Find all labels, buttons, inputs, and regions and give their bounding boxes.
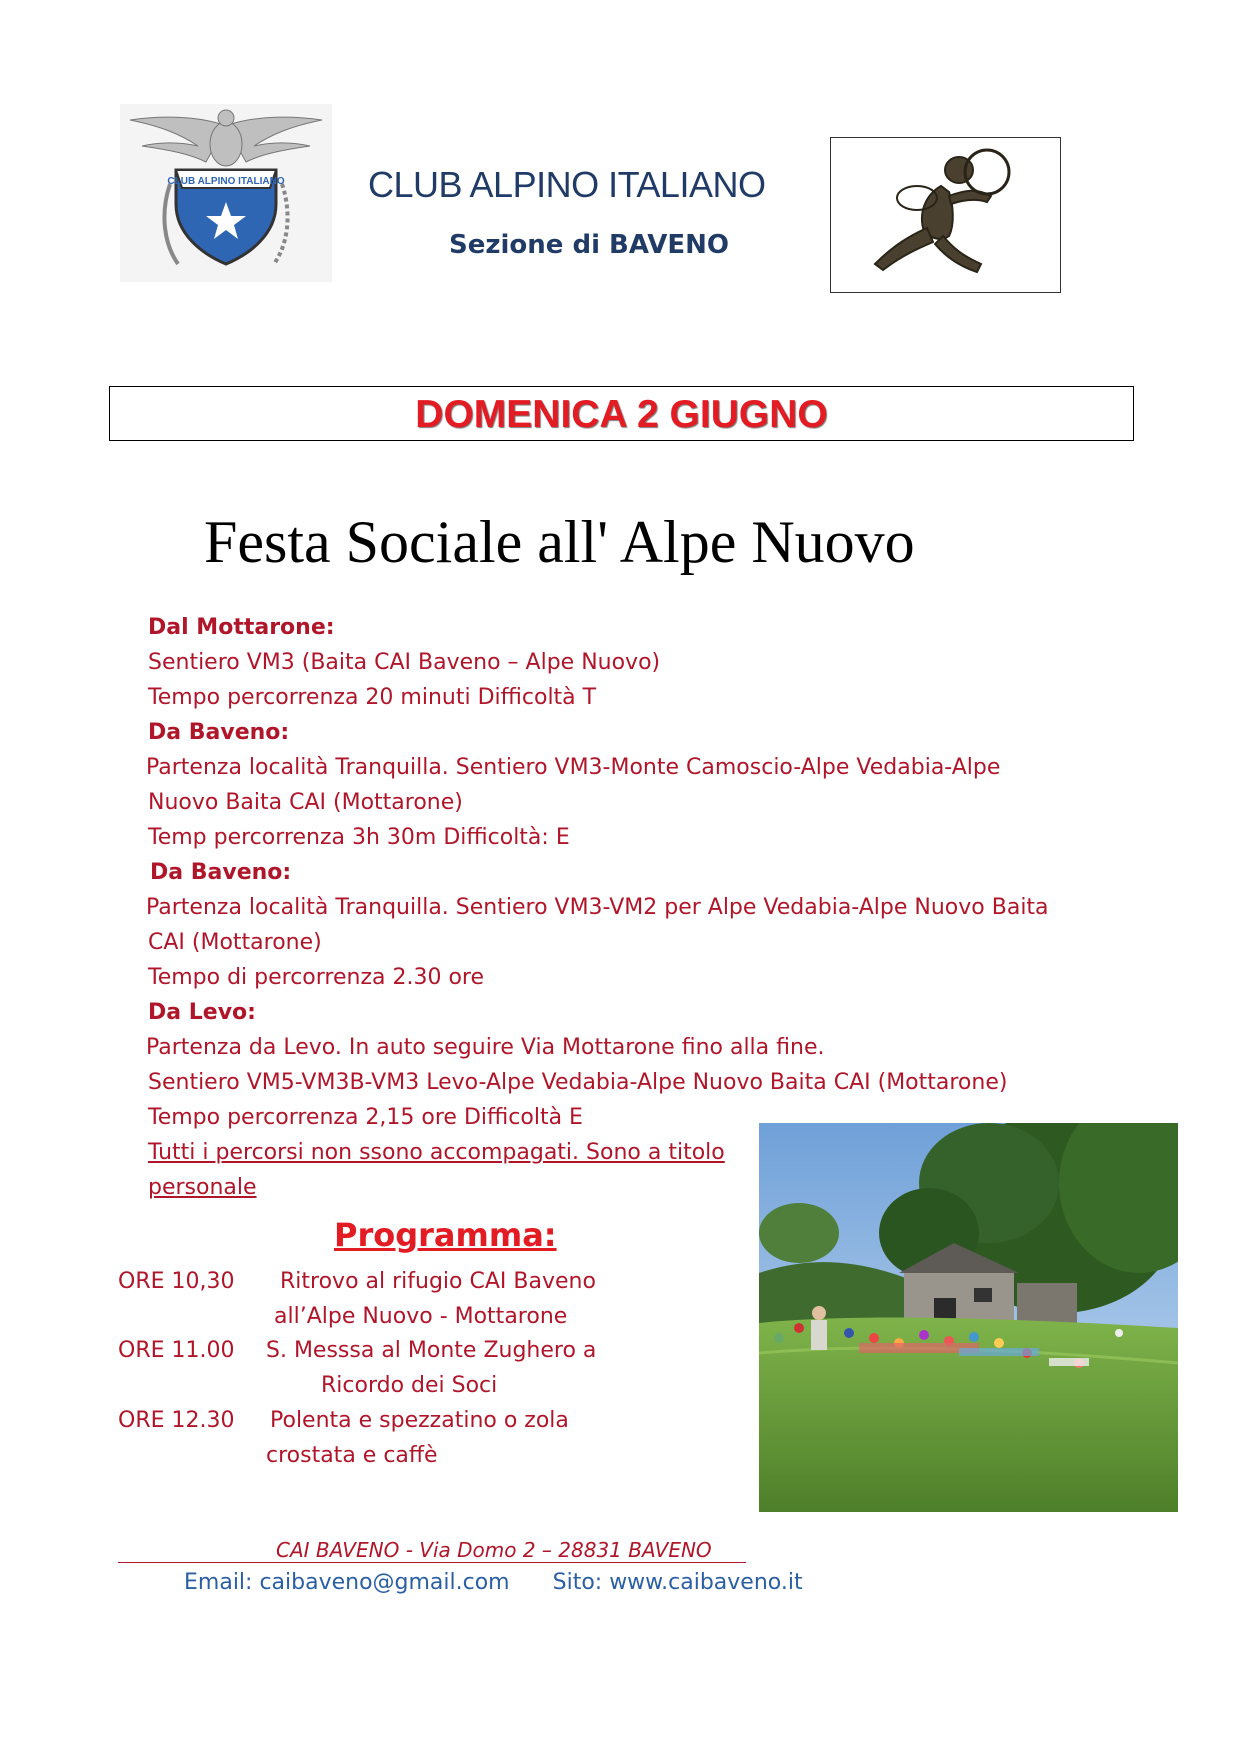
route-line: Temp percorrenza 3h 30m Difficoltà: E — [148, 825, 570, 850]
programma-text: all’Alpe Nuovo - Mottarone — [274, 1304, 568, 1329]
programma-heading: Programma: — [334, 1216, 557, 1254]
route-line: Da Baveno: — [150, 860, 292, 885]
programma-time: ORE 10,30 — [118, 1269, 235, 1294]
route-line: Dal Mottarone: — [148, 615, 335, 640]
programma-time: ORE 12.30 — [118, 1408, 235, 1433]
route-line: Nuovo Baita CAI (Mottarone) — [148, 790, 463, 815]
route-line: Partenza località Tranquilla. Sentiero VM3-Monte Camoscio-Alpe Vedabia-Alpe — [146, 755, 1001, 780]
event-photo — [759, 1123, 1178, 1512]
logo-text: CLUB ALPINO ITALIANO — [167, 176, 285, 187]
route-note: Tutti i percorsi non ssono accompagati. Sono a titolo — [148, 1140, 725, 1165]
cai-logo — [120, 104, 332, 282]
route-line: Partenza località Tranquilla. Sentiero VM3-VM2 per Alpe Vedabia-Alpe Nuovo Baita — [146, 895, 1049, 920]
footer-site[interactable]: Sito: www.caibaveno.it — [552, 1570, 803, 1595]
programma-text: Polenta e spezzatino o zola — [270, 1408, 569, 1433]
programma-text: Ricordo dei Soci — [321, 1373, 498, 1398]
route-line: CAI (Mottarone) — [148, 930, 322, 955]
routes-section — [148, 610, 1128, 1205]
programma-text: Ritrovo al rifugio CAI Baveno — [280, 1269, 596, 1294]
event-title: Festa Sociale all' Alpe Nuovo — [204, 509, 915, 575]
footer-contacts — [184, 1570, 803, 1595]
route-line: Tempo di percorrenza 2.30 ore — [148, 965, 485, 990]
programma-text: S. Messsa al Monte Zughero a — [266, 1338, 597, 1363]
route-line: Da Levo: — [148, 1000, 256, 1025]
route-line: Sentiero VM3 (Baita CAI Baveno – Alpe Nuovo) — [148, 650, 661, 675]
footer-divider — [118, 1562, 746, 1563]
footer-address: CAI BAVENO - Via Domo 2 – 28831 BAVENO — [276, 1538, 712, 1562]
programma-text: crostata e caffè — [266, 1443, 438, 1468]
event-date: DOMENICA 2 GIUGNO — [415, 393, 828, 436]
hiker-logo — [830, 137, 1061, 293]
footer-email[interactable]: Email: caibaveno@gmail.com — [184, 1570, 510, 1595]
event-date-box — [109, 386, 1134, 441]
programma-time: ORE 11.00 — [118, 1338, 235, 1363]
route-note: personale — [148, 1175, 257, 1200]
section-name: Sezione di BAVENO — [449, 230, 729, 260]
club-name: CLUB ALPINO ITALIANO — [368, 164, 766, 205]
route-line: Tempo percorrenza 20 minuti Difficoltà T — [148, 685, 597, 710]
route-line: Partenza da Levo. In auto seguire Via Mottarone fino alla fine. — [146, 1035, 825, 1060]
route-line: Tempo percorrenza 2,15 ore Difficoltà E — [148, 1105, 583, 1130]
route-line: Da Baveno: — [148, 720, 290, 745]
route-line: Sentiero VM5-VM3B-VM3 Levo-Alpe Vedabia-Alpe Nuovo Baita CAI (Mottarone) — [148, 1070, 1008, 1095]
